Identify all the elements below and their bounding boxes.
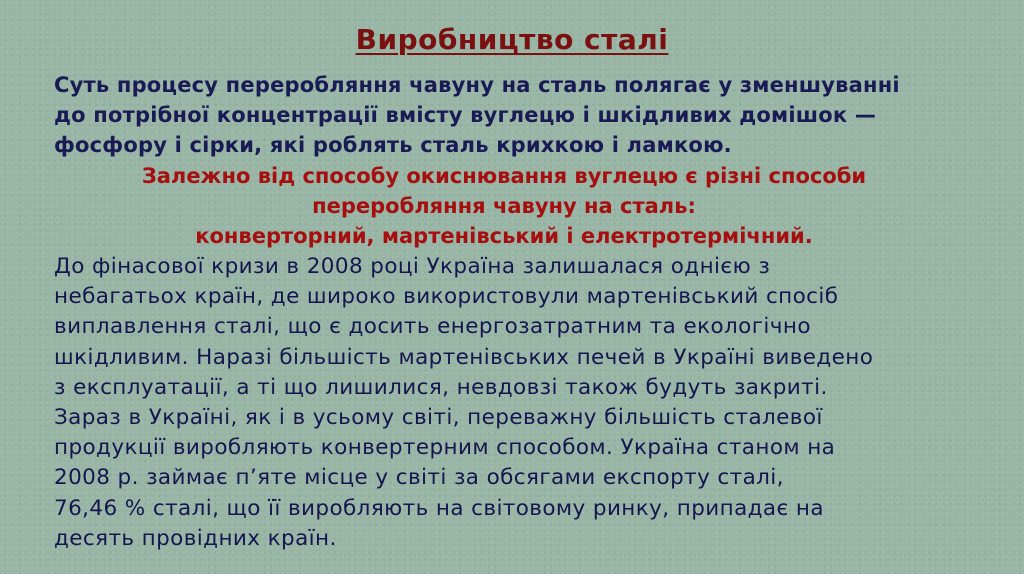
highlight-line: Залежно від способу окиснювання вуглецю є різні способи: [141, 164, 867, 188]
ukraine-line: з експлуатації, а ті що лишилися, невдовзі також будуть закриті.: [54, 374, 828, 400]
ukraine-line: 76,46 % сталі, що її виробляють на світовому ринку, припадає на: [54, 495, 824, 521]
intro-line: до потрібної концентрації вмісту вуглецю і шкідливих домішок —: [54, 103, 877, 128]
ukraine-line: виплавлення сталі, що є досить енергозатратним та екологічно: [54, 314, 811, 340]
intro-paragraph: [54, 70, 954, 161]
ukraine-line: Зараз в Україні, як і в усьому світі, переважну більшість сталевої: [54, 405, 823, 431]
ukraine-line: шкідливим. Наразі більшість мартенівських печей в Україні виведено: [54, 344, 874, 370]
ukraine-line: десять провідних країн.: [54, 525, 337, 551]
highlight-line: конверторний, мартенівський і електротермічний.: [195, 224, 813, 249]
ukraine-line: небагатьох країн, де широко використовули мартенівський спосіб: [54, 284, 839, 310]
ukraine-line: продукції виробляють конвертерним способом. Україна станом на: [54, 435, 836, 461]
slide-title: Виробництво сталі: [355, 23, 669, 56]
intro-line: фосфору і сірки, які роблять сталь крихкою і ламкою.: [54, 133, 732, 158]
highlight-line: переробляння чавуну на сталь:: [312, 194, 696, 219]
methods-highlight: [64, 161, 944, 252]
intro-line: Суть процесу переробляння чавуну на сталь полягає у зменшуванні: [54, 73, 900, 97]
ukraine-paragraph: [54, 252, 954, 554]
ukraine-line: До фінасової кризи в 2008 році Україна залишалася однією з: [54, 254, 771, 279]
ukraine-line: 2008 р. займає п’яте місце у світі за обсягами експорту сталі,: [54, 465, 784, 491]
